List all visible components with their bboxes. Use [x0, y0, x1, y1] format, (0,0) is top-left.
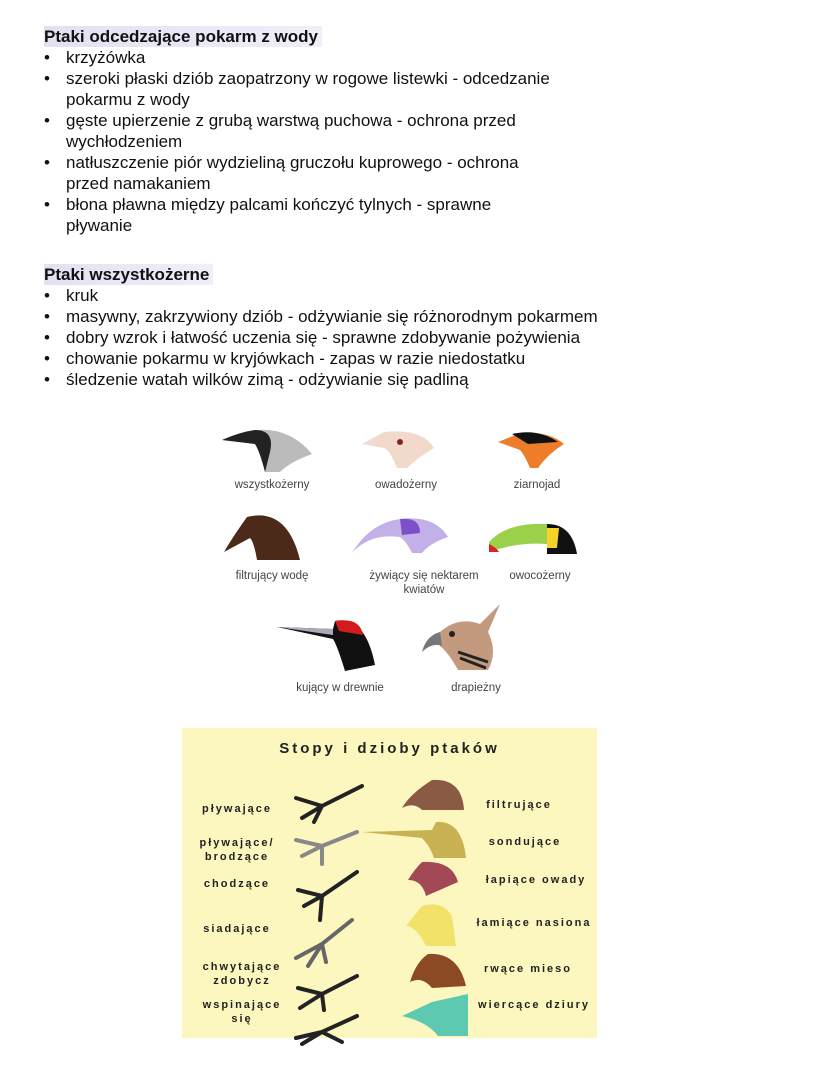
caption-raptor: drapieżny — [451, 682, 501, 694]
list-item: • szeroki płaski dziób zaopatrzony w rogowe listewki - odcedzanie pokarmu z wody — [44, 68, 576, 110]
fruit-eater-head-icon — [487, 518, 579, 558]
caption-fruit-eater: owocożerny — [509, 570, 571, 582]
bird-beak-icons — [362, 776, 482, 1036]
nectar-feeder-head-icon — [350, 515, 450, 555]
section-heading: Ptaki wszystkożerne — [44, 264, 213, 285]
caption-filter-feeder: filtrujący wodę — [235, 570, 309, 582]
foot-label: pływające — [202, 803, 272, 815]
foot-label: pływające/ brodzące — [199, 837, 275, 863]
foot-label: siadające — [203, 923, 271, 935]
foot-label: chwytające zdobycz — [202, 961, 282, 987]
list-item: • chowanie pokarmu w kryjówkach - zapas w razie niedostatku — [44, 348, 684, 369]
feet-and-beaks-figure — [182, 728, 597, 1038]
list-item: • śledzenie watah wilków zimą - odżywianie się padliną — [44, 369, 684, 390]
insectivore-head-icon — [362, 428, 437, 470]
beak-label: wiercące dziury — [478, 999, 590, 1011]
beak-label: filtrujące — [486, 799, 552, 811]
caption-woodpecker: kujący w drewnie — [296, 682, 384, 694]
list-item: • natłuszczenie piór wydzieliną gruczołu kuprowego - ochrona przed namakaniem — [44, 152, 556, 194]
list-item: • krzyżówka — [44, 47, 644, 68]
list-item: • błona pławna między palcami kończyć tylnych - sprawne pływanie — [44, 194, 526, 236]
caption-omnivore: wszystkożerny — [234, 479, 310, 491]
bird-feet-icons — [292, 776, 372, 1046]
list-item: • masywny, zakrzywiony dziób - odżywianie się różnorodnym pokarmem — [44, 306, 684, 327]
woodpecker-head-icon — [275, 615, 380, 675]
foot-label: wspinające się — [202, 999, 282, 1025]
beak-label: rwące mieso — [483, 963, 573, 975]
beak-label: łapiące owady — [485, 874, 587, 886]
filter-feeder-head-icon — [222, 512, 302, 562]
caption-nectar-feeder: żywiący się nektarem kwiatów — [369, 570, 479, 596]
omnivore-head-icon — [220, 422, 315, 474]
list-item: • gęste upierzenie z grubą warstwą puchowa - ochrona przed wychłodzeniem — [44, 110, 546, 152]
list-item: • dobry wzrok i łatwość uczenia się - sprawne zdobywanie pożywienia — [44, 327, 684, 348]
list-item: • kruk — [44, 285, 684, 306]
figure-title: Stopy i dzioby ptaków — [279, 740, 500, 757]
beak-label: łamiące nasiona — [476, 917, 592, 929]
caption-seed-eater: ziarnojad — [513, 479, 561, 491]
seed-eater-head-icon — [498, 430, 566, 470]
caption-insectivore: owadożerny — [374, 479, 437, 491]
foot-label: chodzące — [203, 878, 271, 890]
beak-label: sondujące — [488, 836, 562, 848]
section-heading: Ptaki odcedzające pokarm z wody — [44, 26, 322, 47]
raptor-head-icon — [418, 602, 503, 672]
